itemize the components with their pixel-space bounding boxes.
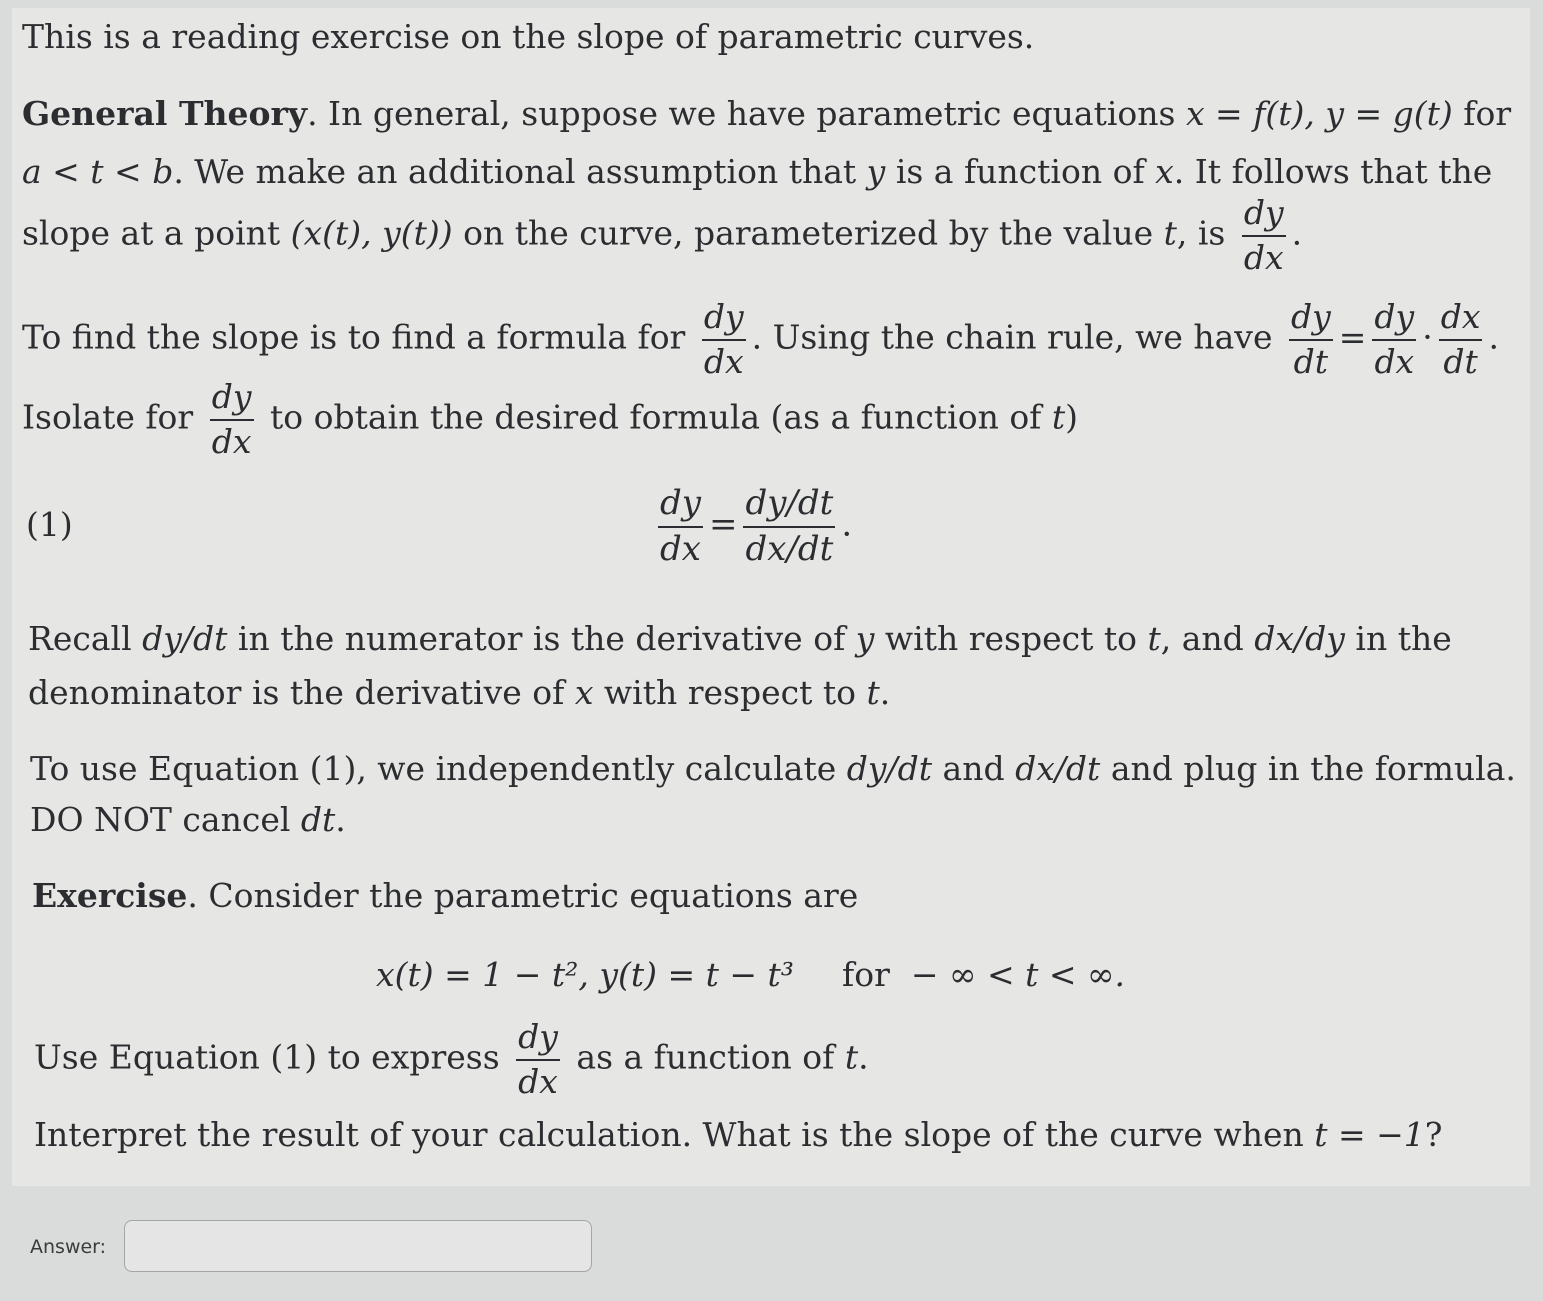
dy-dx-fraction: $\frac{dy}{dx}$ [211,377,252,461]
use-equation-line2: DO NOT cancel dt. [30,800,346,839]
intro-text: This is a reading exercise on the slope of parametric curves. [22,17,1035,56]
dy-dx-fraction: $\frac{dy}{dx}$ [703,297,744,381]
equation-1-label: (1) [26,505,73,544]
express-line: Use Equation (1) to express $\frac{dy}{dx}$ as a function of t. [34,1017,869,1101]
answer-input[interactable] [124,1220,592,1272]
dydt-over-dxdt-fraction: $\frac{dy/dt}{dx/dt}$ [745,483,834,569]
exercise-line: Exercise. Consider the parametric equations are [32,876,859,915]
general-theory-line3: slope at a point (x(t), y(t)) on the curve, parameterized by the value t, is $\frac{dy}{dx}$ . [22,193,1303,277]
dy-dx-fraction: $\frac{dy}{dx}$ [1243,193,1284,277]
general-theory-line1: General Theory. In general, suppose we have parametric equations x = f(t), y = g(t) for [22,94,1512,133]
isolate-line: Isolate for $\frac{dy}{dx}$ to obtain the desired formula (as a function of t) [22,377,1079,461]
recall-line2: denominator is the derivative of x with respect to t. [28,673,891,712]
exercise-range: for − ∞ < t < ∞. [842,955,1125,994]
dy-dx-fraction: $\frac{dy}{dx}$ [1374,297,1415,381]
dx-dt-fraction: $\frac{dx}{dt}$ [1440,297,1481,381]
dy-dx-fraction: $\frac{dy}{dx}$ [660,483,701,569]
use-equation-line1: To use Equation (1), we independently calculate dy/dt and dx/dt and plug in the formula. [30,749,1516,788]
equation-1: $\frac{dy}{dx}$ = $\frac{dy/dt}{dx/dt}$ . [660,483,853,569]
recall-line1: Recall dy/dt in the numerator is the derivative of y with respect to t, and dx/dy in the [28,619,1452,658]
dy-dx-fraction: $\frac{dy}{dx}$ [518,1017,558,1101]
answer-label: Answer: [30,1236,107,1258]
general-theory-line2: a < t < b. We make an additional assumption that y is a function of x. It follows that the [22,152,1493,191]
chain-rule-line: To find the slope is to find a formula for $\frac{dy}{dx}$ . Using the chain rule, we have $\frac{dy}{dt}$ = $\frac{dy}{dx}$ · $\frac{dx}{dt}$ . [22,297,1499,381]
dy-dt-fraction: $\frac{dy}{dt}$ [1290,297,1331,381]
exercise-equation: x(t) = 1 − t², y(t) = t − t³ [376,955,795,994]
interpret-line: Interpret the result of your calculation. What is the slope of the curve when t = −1? [34,1115,1443,1154]
general-theory-heading: General Theory [22,94,308,133]
exercise-heading: Exercise [32,876,188,915]
